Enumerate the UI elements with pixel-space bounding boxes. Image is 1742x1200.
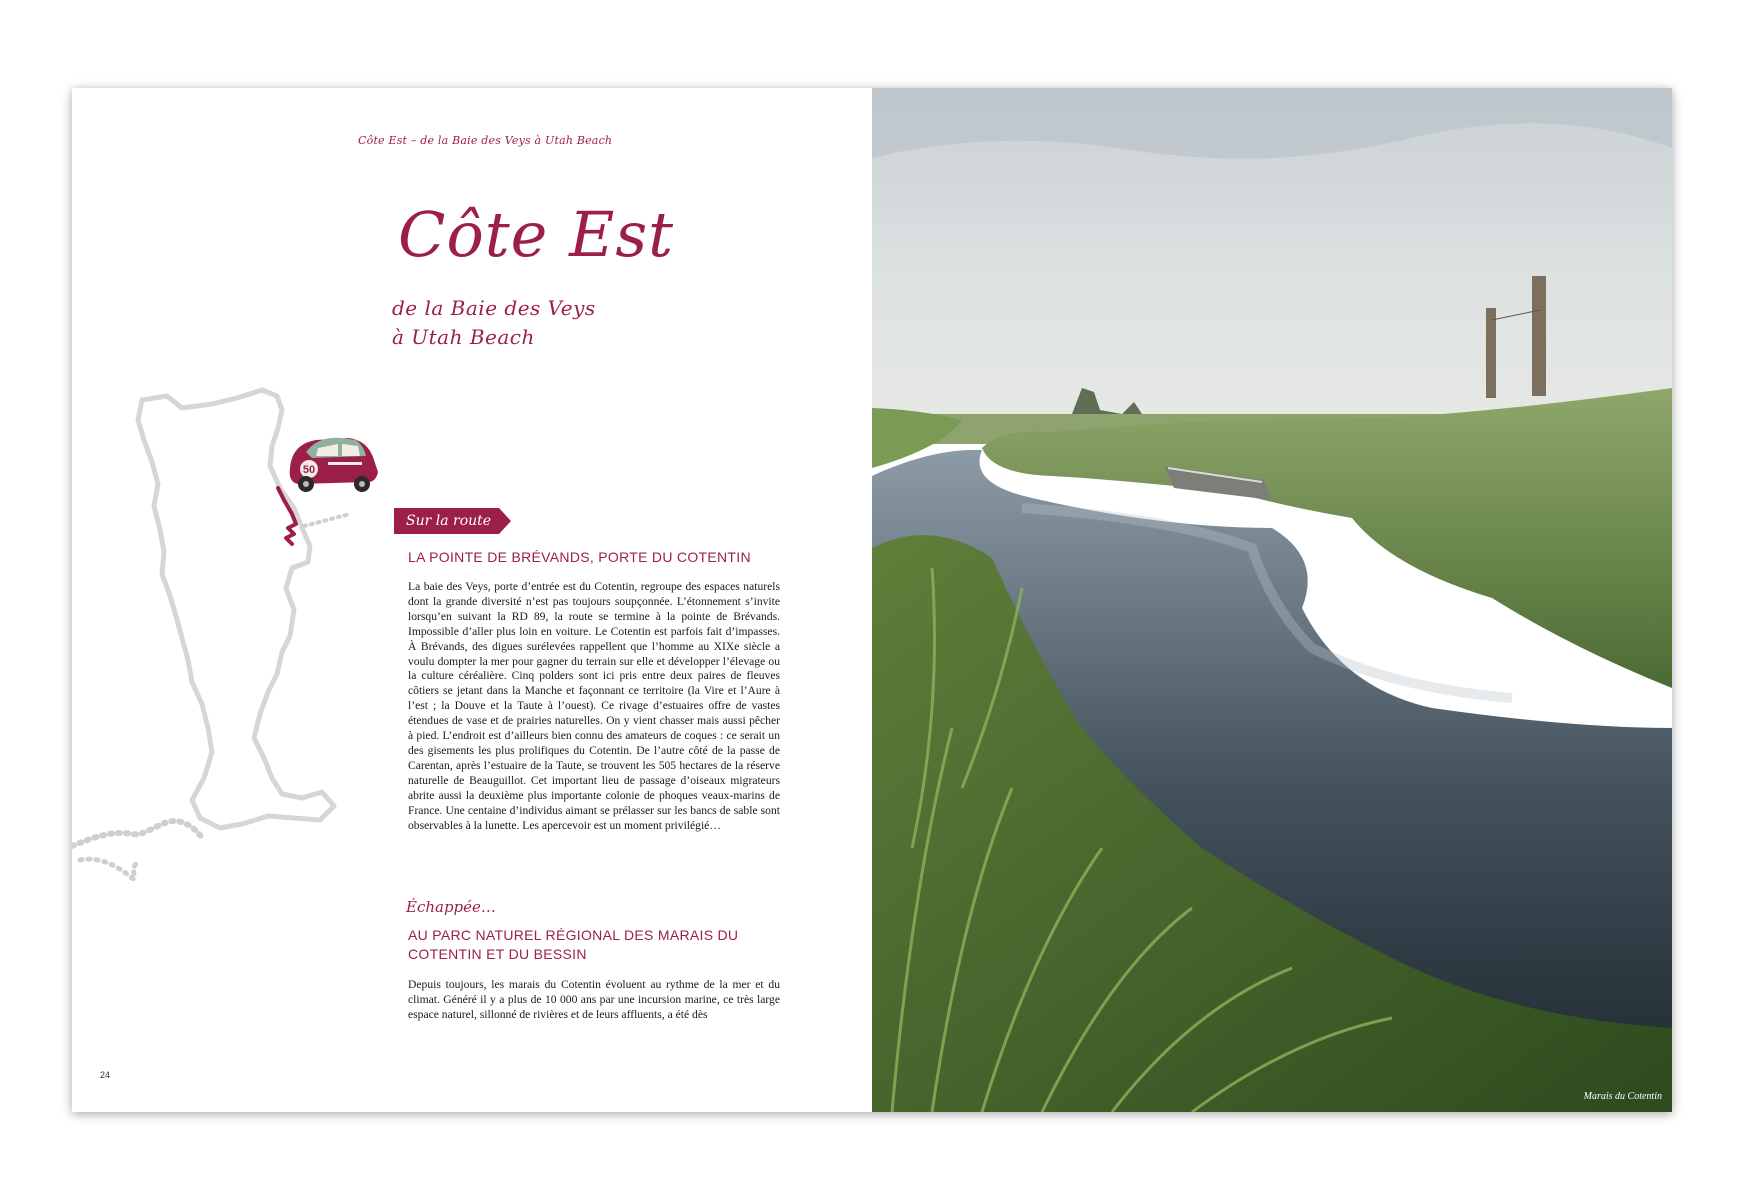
marsh-photograph [872,88,1672,1112]
sur-la-route-tag [394,508,511,534]
tag-arrow-icon [499,508,511,534]
tag-label: Sur la route [394,508,499,534]
section-body-parc: Depuis toujours, les marais du Cotentin évoluent au rythme de la mer et du climat. Généré il y a plus de 10 000 ans par une incursion marine, ce très large espace naturel, sillonné de rivières et de leurs affluents, a été dès [408,978,780,1021]
running-head: Côte Est – de la Baie des Veys à Utah Beach [358,134,613,147]
photo-caption: Marais du Cotentin [1583,1091,1662,1102]
page-subtitle [392,294,596,352]
right-page-photo [872,88,1672,1112]
subtitle-line-2: à Utah Beach [392,325,535,349]
subtitle-line-1: de la Baie des Veys [392,296,596,320]
dotted-route-east [304,514,350,526]
car-race-number: 50 [302,464,316,476]
dotted-route-south [80,859,136,879]
section-body-brevands: La baie des Veys, porte d’entrée est du Cotentin, regroupe des espaces naturels dont la grande diversité n’est pas toujours soupçonnée. L’étonnement s’invite lorsqu’en suivant la RD 89, la route se termine à la pointe de Brévands. Impossible d’aller plus loin en voiture. Le Cotentin est parfois fait d’impasses. À Brévands, des digues surélevées rappellent que l’homme au XIXe siècle a voulu dompter la mer pour gagner du terrain sur elle et développer l’élevage ou la culture céréalière. Cinq polders sont ici pris entre deux paires de fleuves côtiers se jetant dans la Manche et façonnant ce territoire (la Vire et l’Aure à l’est ; la Douve et la Taute à l’ouest). Ce rivage d’estuaires offre de vastes étendues de vase et de prairies naturelles. On y vient chasser mais aussi pêcher à pied. L’endroit est d’ailleurs bien connu des amateurs de coques : ce serait un des gisements les plus prolifiques du Cotentin. De l’autre côté de la passe de Carentan, après l’estuaire de la Taute, se trouvent les 505 hectares de la réserve naturelle de Beauguillot. Cet important lieu de passage d’oiseaux migrateurs abrite aussi la deuxième plus importante colonie de phoques veaux-marins de France. Une centaine d’individus aimant se prélasser sur les bancs de sable sont observables à la lunette. Les apercevoir est un moment privilégié… [408,580,780,832]
section-heading-brevands: LA POINTE DE BRÉVANDS, PORTE DU COTENTIN [408,549,751,565]
section-heading-parc: AU PARC NATUREL RÉGIONAL DES MARAIS DU COTENTIN ET DU BESSIN [408,927,739,962]
escape-label: Échappée… [406,898,496,916]
left-page [72,88,872,1112]
page-title: Côte Est [398,198,675,271]
page-number: 24 [100,1070,111,1080]
cotentin-map-illustration [72,348,432,888]
dotted-route-west [72,821,202,846]
magazine-spread [72,88,1672,1112]
